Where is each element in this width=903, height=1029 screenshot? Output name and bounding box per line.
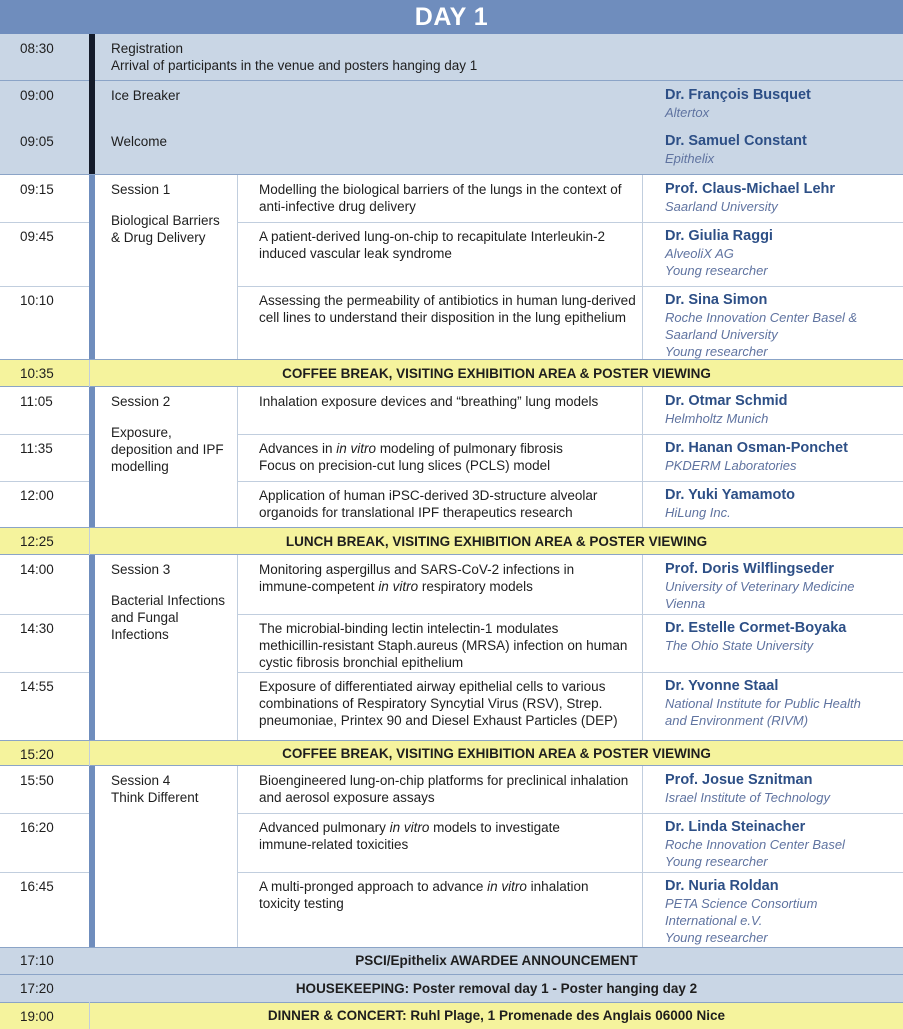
speaker-name: Prof. Claus-Michael Lehr	[665, 181, 836, 197]
title-text: organoids for translational IPF therapeutics research	[259, 505, 573, 520]
talk-row	[0, 672, 903, 741]
talk-title-line	[259, 620, 639, 637]
talk-title	[259, 772, 639, 806]
dinner-text: DINNER & CONCERT: Ruhl Plage, 1 Promenade des Anglais 06000 Nice	[267, 1008, 726, 1023]
speaker-affiliation: Young researcher	[665, 930, 768, 945]
title-text: A patient-derived lung-on-chip to recapitulate Interleukin-2	[259, 229, 605, 244]
talk-row	[0, 813, 903, 872]
time: 17:10	[20, 953, 54, 968]
talk-row	[0, 175, 903, 222]
talk-title-line	[259, 836, 639, 853]
talk-row	[0, 387, 903, 434]
title-text: A multi-pronged approach to advance	[259, 879, 488, 894]
speaker-name: Prof. Josue Sznitman	[665, 772, 813, 788]
session-topic: Biological Barriers	[111, 213, 220, 228]
speaker-name: Dr. Otmar Schmid	[665, 393, 788, 409]
title-text: modeling of pulmonary fibrosis	[376, 441, 563, 456]
speaker-affiliation: Roche Innovation Center Basel &	[665, 310, 858, 325]
talk-title-line	[259, 457, 639, 474]
time: 19:00	[20, 1009, 54, 1024]
session-topic: Think Different	[111, 790, 199, 805]
speaker	[665, 878, 901, 946]
speaker	[665, 678, 901, 729]
talk-title-line	[259, 654, 639, 671]
talk-title	[259, 228, 639, 262]
talk-title-line	[259, 181, 639, 198]
title-text: The microbial-binding lectin intelectin-1 modulates	[259, 621, 559, 636]
speaker-name: Dr. Yvonne Staal	[665, 678, 779, 694]
registration-title: Registration	[111, 41, 184, 56]
time: 17:20	[20, 981, 54, 996]
title-text: Exposure of differentiated airway epithelial cells to various	[259, 679, 606, 694]
opening-timeline-bar	[89, 34, 95, 174]
speaker-name: Dr. Estelle Cormet-Boyaka	[665, 620, 847, 636]
welcome-row	[0, 127, 903, 174]
title-italic: in vitro	[389, 820, 430, 835]
title-text: induced vascular leak syndrome	[259, 246, 452, 261]
title-text: respiratory models	[418, 579, 533, 594]
session-block	[0, 765, 903, 947]
title-text: models to investigate	[429, 820, 560, 835]
title-italic: in vitro	[336, 441, 377, 456]
talk-title-line	[259, 878, 639, 895]
session-topic: deposition and IPF	[111, 442, 224, 457]
speaker-affiliation: University of Veterinary Medicine	[665, 579, 855, 594]
talk-title-line	[259, 561, 639, 578]
session-timeline-bar	[89, 175, 95, 360]
title-text: cystic fibrosis bronchial epithelium	[259, 655, 464, 670]
session-topic: & Drug Delivery	[111, 230, 206, 245]
talk-time: 16:45	[20, 879, 54, 894]
speaker-affiliation: Young researcher	[665, 263, 768, 278]
time: 09:00	[20, 88, 54, 103]
speaker-affiliation: National Institute for Public Health	[665, 696, 861, 711]
break-time: 10:35	[20, 366, 54, 381]
speaker-name: Dr. Nuria Roldan	[665, 878, 779, 894]
break-text: COFFEE BREAK, VISITING EXHIBITION AREA & POSTER VIEWING	[282, 366, 711, 381]
dinner-row	[0, 1002, 903, 1029]
title-text: Modelling the biological barriers of the lungs in the context of	[259, 182, 622, 197]
time: 09:05	[20, 134, 54, 149]
session-timeline-bar	[89, 387, 95, 528]
talk-title	[259, 878, 639, 912]
talk-title	[259, 292, 639, 326]
talk-time: 09:45	[20, 229, 54, 244]
title-text: combinations of Respiratory Syncytial Virus (RSV), Strep.	[259, 696, 603, 711]
talk-title	[259, 181, 639, 215]
speaker	[665, 819, 901, 870]
talk-title-line	[259, 789, 639, 806]
title-italic: in vitro	[378, 579, 419, 594]
speaker-name: Prof. Doris Wilflingseder	[665, 561, 835, 577]
housekeeping-row	[0, 974, 903, 1002]
title-text: Bioengineered lung-on-chip platforms for preclinical inhalation	[259, 773, 629, 788]
speaker-name: Dr. Samuel Constant	[665, 133, 807, 149]
talk-title	[259, 393, 639, 410]
speaker	[665, 228, 901, 279]
talk-title-line	[259, 440, 639, 457]
speaker-affiliation: PETA Science Consortium	[665, 896, 818, 911]
speaker-affiliation: Israel Institute of Technology	[665, 790, 831, 805]
talk-title-line	[259, 637, 639, 654]
talk-title-line	[259, 504, 639, 521]
title-text: Advanced pulmonary	[259, 820, 390, 835]
talk-row	[0, 481, 903, 528]
break-row	[0, 359, 903, 386]
speaker-name: Dr. François Busquet	[665, 87, 811, 103]
talk-title-line	[259, 292, 639, 309]
talk-time: 09:15	[20, 182, 54, 197]
talk-title-line	[259, 819, 639, 836]
registration-row	[0, 34, 903, 81]
speaker-name: Dr. Hanan Osman-Ponchet	[665, 440, 848, 456]
talk-time: 14:00	[20, 562, 54, 577]
talk-row	[0, 555, 903, 614]
speaker-affiliation: Epithelix	[665, 151, 715, 166]
session-topic: and Fungal	[111, 610, 179, 625]
title-text: toxicity testing	[259, 896, 344, 911]
speaker	[665, 440, 901, 474]
talk-title-line	[259, 228, 639, 245]
awardee-text: PSCI/Epithelix AWARDEE ANNOUNCEMENT	[355, 953, 638, 968]
title-text: Application of human iPSC-derived 3D-structure alveolar	[259, 488, 598, 503]
talk-title	[259, 819, 639, 853]
session-topic: Bacterial Infections	[111, 593, 226, 608]
talk-title-line	[259, 695, 639, 712]
talk-title-line	[259, 712, 639, 729]
title-text: Assessing the permeability of antibiotics in human lung-derived	[259, 293, 636, 308]
talk-title-line	[259, 678, 639, 695]
speaker-affiliation: Saarland University	[665, 199, 778, 214]
speaker-name: Dr. Giulia Raggi	[665, 228, 773, 244]
speaker-affiliation: Young researcher	[665, 344, 768, 359]
talk-title	[259, 678, 639, 729]
talk-row	[0, 872, 903, 948]
title-text: Monitoring aspergillus and SARS-CoV-2 infections in	[259, 562, 575, 577]
item-title: Welcome	[111, 134, 168, 149]
session-topic: modelling	[111, 459, 169, 474]
talk-time: 14:55	[20, 679, 54, 694]
speaker	[665, 772, 901, 806]
title-text: cell lines to understand their disposition in the lung epithelium	[259, 310, 626, 325]
title-text: and aerosol exposure assays	[259, 790, 435, 805]
talk-title-line	[259, 393, 639, 410]
talk-title-line	[259, 895, 639, 912]
speaker-affiliation: Helmholtz Munich	[665, 411, 769, 426]
speaker-affiliation: Saarland University	[665, 327, 778, 342]
session-label: Session 1	[111, 182, 171, 197]
talk-title-line	[259, 487, 639, 504]
speaker-name: Dr. Yuki Yamamoto	[665, 487, 796, 503]
title-text: inhalation	[526, 879, 589, 894]
title-text: anti-infective drug delivery	[259, 199, 416, 214]
talk-time: 15:50	[20, 773, 54, 788]
session-block	[0, 386, 903, 527]
session-timeline-bar	[89, 766, 95, 958]
talk-time: 12:00	[20, 488, 54, 503]
talk-row	[0, 614, 903, 672]
speaker-affiliation: Roche Innovation Center Basel	[665, 837, 845, 852]
talk-row	[0, 766, 903, 813]
speaker-affiliation: PKDERM Laboratories	[665, 458, 797, 473]
speaker-affiliation: International e.V.	[665, 913, 763, 928]
break-text: LUNCH BREAK, VISITING EXHIBITION AREA & POSTER VIEWING	[285, 534, 708, 549]
session-label: Session 4	[111, 773, 171, 788]
session-block	[0, 174, 903, 359]
item-title: Ice Breaker	[111, 88, 181, 103]
speaker	[665, 181, 901, 215]
talk-title	[259, 440, 639, 474]
title-text: immune-competent	[259, 579, 379, 594]
speaker	[665, 561, 901, 612]
title-text: Focus on precision-cut lung slices (PCLS) model	[259, 458, 551, 473]
speaker-affiliation: and Environment (RIVM)	[665, 713, 809, 728]
column-divider	[89, 1002, 90, 1029]
talk-title	[259, 620, 639, 671]
title-text: immune-related toxicities	[259, 837, 409, 852]
talk-time: 11:05	[20, 394, 53, 409]
speaker-name: Dr. Linda Steinacher	[665, 819, 806, 835]
speaker	[665, 292, 901, 360]
housekeeping-text: HOUSEKEEPING: Poster removal day 1 - Poster hanging day 2	[295, 981, 698, 996]
session-timeline-bar	[89, 555, 95, 741]
session-label: Session 2	[111, 394, 171, 409]
title-italic: in vitro	[487, 879, 527, 894]
speaker-name: Dr. Sina Simon	[665, 292, 768, 308]
speaker-affiliation: Young researcher	[665, 854, 768, 869]
break-text: COFFEE BREAK, VISITING EXHIBITION AREA & POSTER VIEWING	[282, 746, 711, 761]
break-row	[0, 527, 903, 554]
talk-time: 11:35	[20, 441, 53, 456]
talk-row	[0, 434, 903, 481]
title-text: pneumoniae, Printex 90 and Diesel Exhaust Particles (DEP)	[259, 713, 618, 728]
speaker-affiliation: Altertox	[665, 105, 710, 120]
title-text: Advances in	[259, 441, 337, 456]
talk-title-line	[259, 772, 639, 789]
talk-row	[0, 286, 903, 360]
break-time: 15:20	[20, 747, 54, 762]
talk-row	[0, 222, 903, 286]
talk-time: 10:10	[20, 293, 54, 308]
session-block	[0, 554, 903, 740]
session-topic: Exposure,	[111, 425, 172, 440]
talk-time: 16:20	[20, 820, 54, 835]
talk-title	[259, 487, 639, 521]
speaker-affiliation: AlveoliX AG	[665, 246, 734, 261]
talk-title-line	[259, 578, 639, 595]
talk-time: 14:30	[20, 621, 54, 636]
session-label: Session 3	[111, 562, 171, 577]
speaker-affiliation: The Ohio State University	[665, 638, 814, 653]
speaker	[665, 487, 901, 521]
title-text: Inhalation exposure devices and “breathing” lung models	[259, 394, 599, 409]
speaker	[665, 393, 901, 427]
speaker-affiliation: HiLung Inc.	[665, 505, 731, 520]
session-topic: Infections	[111, 627, 169, 642]
day-title: DAY 1	[0, 0, 903, 34]
time: 08:30	[20, 41, 54, 56]
talk-title	[259, 561, 639, 595]
talk-title-line	[259, 245, 639, 262]
awardee-row	[0, 947, 903, 974]
speaker-affiliation: Vienna	[665, 596, 706, 611]
talk-title-line	[259, 198, 639, 215]
ice-breaker-row	[0, 80, 903, 127]
registration-subtitle: Arrival of participants in the venue and posters hanging day 1	[111, 58, 478, 73]
break-time: 12:25	[20, 534, 54, 549]
speaker	[665, 620, 901, 654]
title-text: methicillin-resistant Staph.aureus (MRSA) infection on human	[259, 638, 628, 653]
break-row	[0, 740, 903, 765]
talk-title-line	[259, 309, 639, 326]
